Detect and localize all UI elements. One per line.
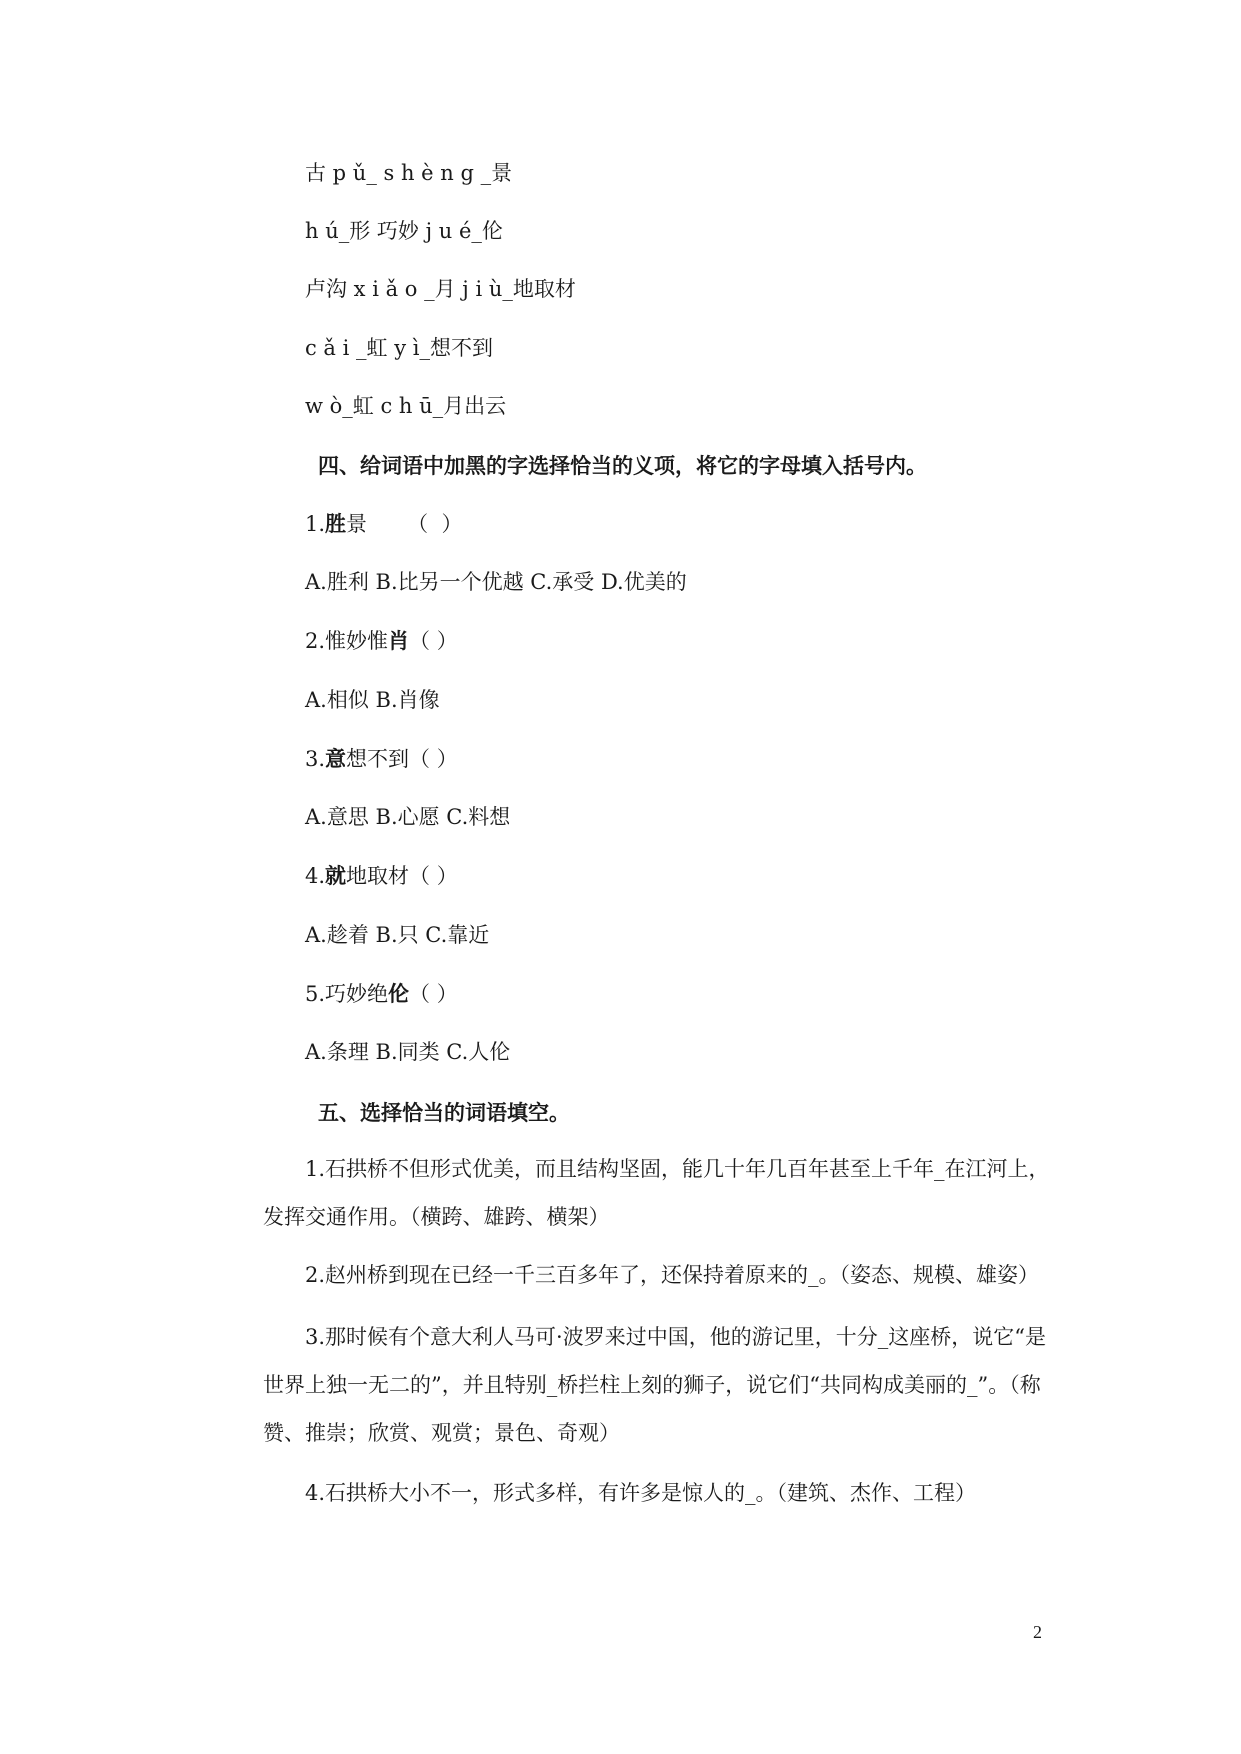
answer-blank: （ ） xyxy=(409,629,458,653)
pinyin-line-1: 古 p ǔ_ s h è n g _景 xyxy=(305,161,513,185)
pinyin-line-3: 卢沟 x i ǎ o _月 j i ù_地取材 xyxy=(305,277,576,301)
fill-item-1: 1.石拱桥不但形式优美，而且结构坚固，能几十年几百年甚至上千年_在江河上，发挥交通作用。（横跨、雄跨、横架） xyxy=(263,1157,1050,1229)
answer-blank: （ ） xyxy=(409,864,458,888)
question-number: 5. xyxy=(305,982,326,1006)
pinyin-line-5: w ò_虹 c h ū_月出云 xyxy=(305,394,507,418)
answer-blank: （ ） xyxy=(367,512,463,536)
section-5-heading: 五、选择恰当的词语填空。 xyxy=(318,1100,570,1125)
bold-character: 胜 xyxy=(325,511,347,536)
answer-blank: （ ） xyxy=(409,982,458,1006)
bold-character: 意 xyxy=(325,746,347,771)
page-number: 2 xyxy=(1033,1622,1042,1642)
fill-item-2: 2.赵州桥到现在已经一千三百多年了，还保持着原来的_。（姿态、规模、雄姿） xyxy=(305,1263,1040,1287)
question-number: 3. xyxy=(305,747,326,771)
pinyin-line-2: h ú_形 巧妙 j u é_伦 xyxy=(305,219,503,243)
question-5-options: A.条理 B.同类 C.人伦 xyxy=(305,1040,511,1064)
section-4-heading: 四、给词语中加黑的字选择恰当的义项，将它的字母填入括号内。 xyxy=(318,453,927,478)
fill-item-3: 3.那时候有个意大利人马可·波罗来过中国，他的游记里，十分_这座桥，说它“是世界上独一无二的”，并且特别_桥拦柱上刻的狮子，说它们“共同构成美丽的_”。（称赞、推崇；欣赏、观赏；景色、奇观） xyxy=(263,1325,1046,1445)
question-number: 4. xyxy=(305,864,326,888)
question-4-options: A.趁着 B.只 C.靠近 xyxy=(305,923,490,947)
bold-character: 肖 xyxy=(388,628,410,653)
question-5: 5.巧妙绝伦（ ） xyxy=(305,981,458,1006)
fill-item-4: 4.石拱桥大小不一，形式多样，有许多是惊人的_。（建筑、杰作、工程） xyxy=(305,1481,977,1505)
question-number: 1. xyxy=(305,512,326,536)
answer-blank: （ ） xyxy=(409,747,458,771)
question-4: 4.就地取材（ ） xyxy=(305,863,458,888)
bold-character: 就 xyxy=(325,863,347,888)
question-3: 3.意想不到（ ） xyxy=(305,746,458,771)
bold-character: 伦 xyxy=(388,981,410,1006)
question-number: 2. xyxy=(305,629,326,653)
question-1: 1.胜景 （ ） xyxy=(305,511,463,536)
question-3-options: A.意思 B.心愿 C.料想 xyxy=(305,805,511,829)
question-2: 2.惟妙惟肖（ ） xyxy=(305,628,458,653)
pinyin-line-4: c ǎ i _虹 y ì_想不到 xyxy=(305,336,493,360)
question-1-options: A.胜利 B.比另一个优越 C.承受 D.优美的 xyxy=(305,570,687,594)
question-2-options: A.相似 B.肖像 xyxy=(305,688,440,712)
